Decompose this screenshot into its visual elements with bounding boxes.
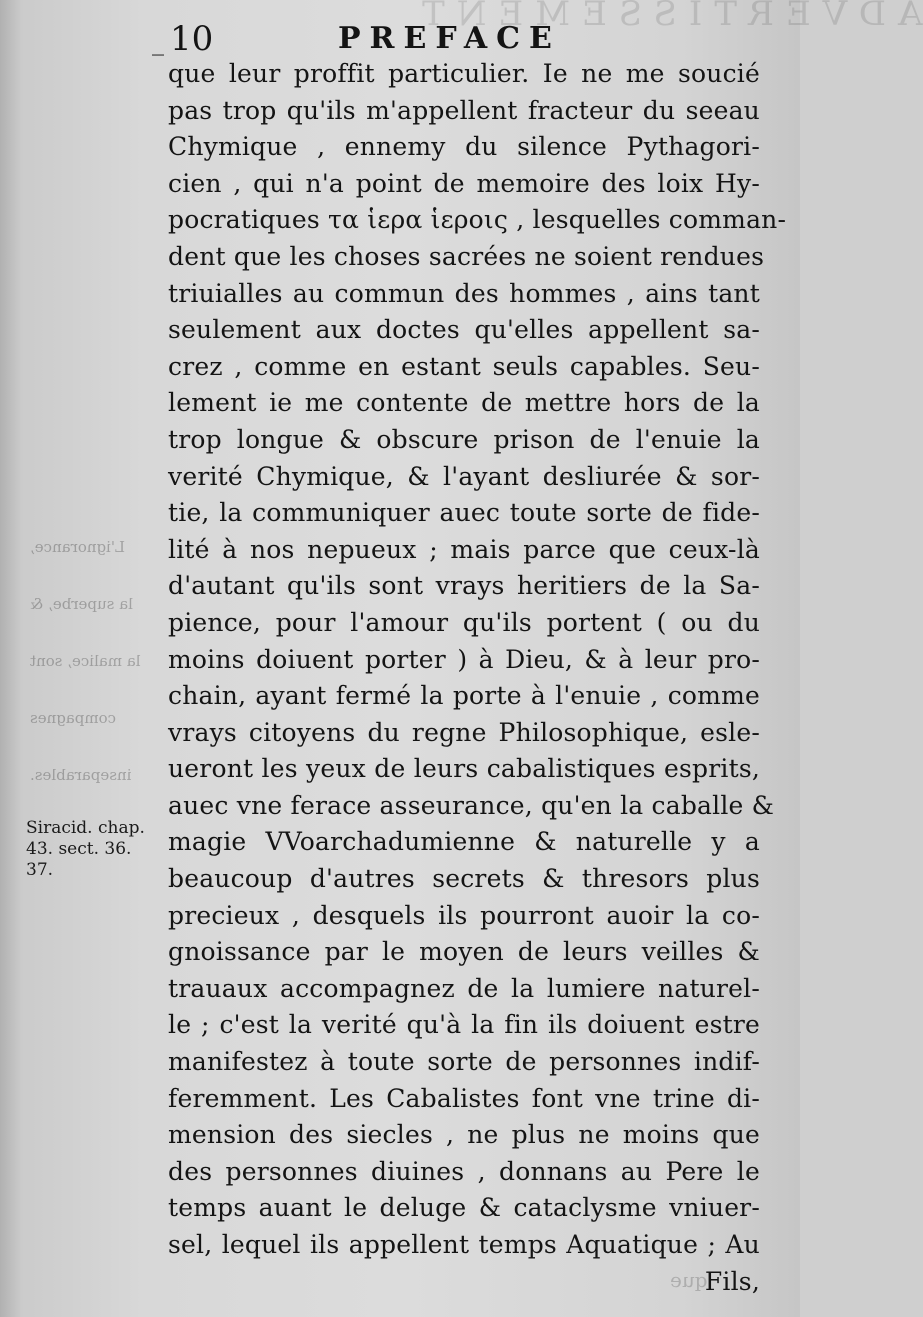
marginal-note-line: Siracid. chap. — [26, 818, 145, 838]
text-line: manifestez à toute sorte de personnes indif- — [168, 1047, 760, 1077]
marginal-note-line: 43. sect. 36. — [26, 839, 132, 859]
text-line: magie VVoarchadumienne & naturelle y a — [168, 827, 760, 857]
text-line: sel, lequel ils appellent temps Aquatique ; Au — [168, 1230, 760, 1259]
text-line: pience, pour l'amour qu'ils portent ( ou du — [168, 607, 760, 637]
show-through-line: compagnes — [30, 709, 117, 727]
show-through-line: L'ignorance, — [30, 538, 125, 556]
folio-mark: _ — [152, 28, 164, 56]
show-through-margin-note — [30, 500, 170, 823]
text-line: dent que les choses sacrées ne soient rendues — [168, 241, 765, 271]
text-line: le ; c'est la verité qu'à la fin ils doiuent estre — [168, 1010, 760, 1040]
text-line: ueront les yeux de leurs cabalistiques esprits, — [168, 754, 760, 784]
text-line: pas trop qu'ils m'appellent fracteur du seeau — [168, 95, 760, 125]
text-line: cien , qui n'a point de memoire des loix Hy- — [168, 168, 760, 198]
text-line: tie, la communiquer auec toute sorte de fide- — [168, 498, 760, 528]
show-through-line: la superbe, & — [30, 595, 133, 613]
binding-shadow — [0, 0, 22, 1317]
text-line: chain, ayant fermé la porte à l'enuie , comme — [168, 681, 760, 711]
text-line: pocratiques τα ἱερα ἱεροις , lesquelles comman- — [168, 205, 787, 235]
show-through-line: la malice, sont — [30, 652, 141, 670]
text-line: precieux , desquels ils pourront auoir la co- — [168, 900, 760, 930]
text-line: moins doiuent porter ) à Dieu, & à leur pro- — [168, 644, 760, 674]
text-line: trauaux accompagnez de la lumiere naturel- — [168, 973, 760, 1003]
text-line: auec vne ferace asseurance, qu'en la caballe & — [168, 790, 775, 820]
text-line: feremment. Les Cabalistes font vne trine di- — [168, 1083, 760, 1113]
text-line: d'autant qu'ils sont vrays heritiers de la Sa- — [168, 571, 760, 601]
text-line: gnoissance par le moyen de leurs veilles & — [168, 937, 760, 967]
text-line: seulement aux doctes qu'elles appellent sa- — [168, 315, 760, 345]
text-line: trop longue & obscure prison de l'enuie la — [168, 424, 760, 454]
text-line: Chymique , ennemy du silence Pythagori- — [168, 132, 760, 162]
text-line: lement ie me contente de mettre hors de la — [168, 388, 760, 418]
text-line: mension des siecles , ne plus ne moins que — [168, 1120, 760, 1150]
marginal-note — [26, 818, 168, 881]
text-line: verité Chymique, & l'ayant desliurée & sor- — [168, 461, 760, 491]
text-line: beaucoup d'autres secrets & thresors plus — [168, 864, 760, 894]
show-through-bottom: que — [670, 1268, 708, 1292]
text-line: crez , comme en estant seuls capables. Seu- — [168, 351, 760, 381]
marginal-note-line: 37. — [26, 860, 54, 880]
show-through-line: inseparables. — [30, 766, 132, 784]
text-line: que leur proffit particulier. Ie ne me soucié — [168, 59, 760, 88]
body-text — [168, 56, 787, 1300]
text-line: temps auant le deluge & cataclysme vniuer- — [168, 1193, 760, 1223]
text-line: lité à nos nepueux ; mais parce que ceux-là — [168, 534, 760, 564]
running-header — [0, 14, 800, 58]
show-through-heading: ADVERTISSEMENT — [410, 0, 923, 34]
text-line: triuialles au commun des hommes , ains tant — [168, 278, 760, 308]
page-number: 10 — [170, 19, 214, 59]
running-title: PREFACE — [338, 21, 561, 56]
text-line: vrays citoyens du regne Philosophique, esle- — [168, 717, 760, 747]
text-line: des personnes diuines , donnans au Pere le — [168, 1156, 760, 1186]
catchword: Fils, — [704, 1266, 760, 1296]
